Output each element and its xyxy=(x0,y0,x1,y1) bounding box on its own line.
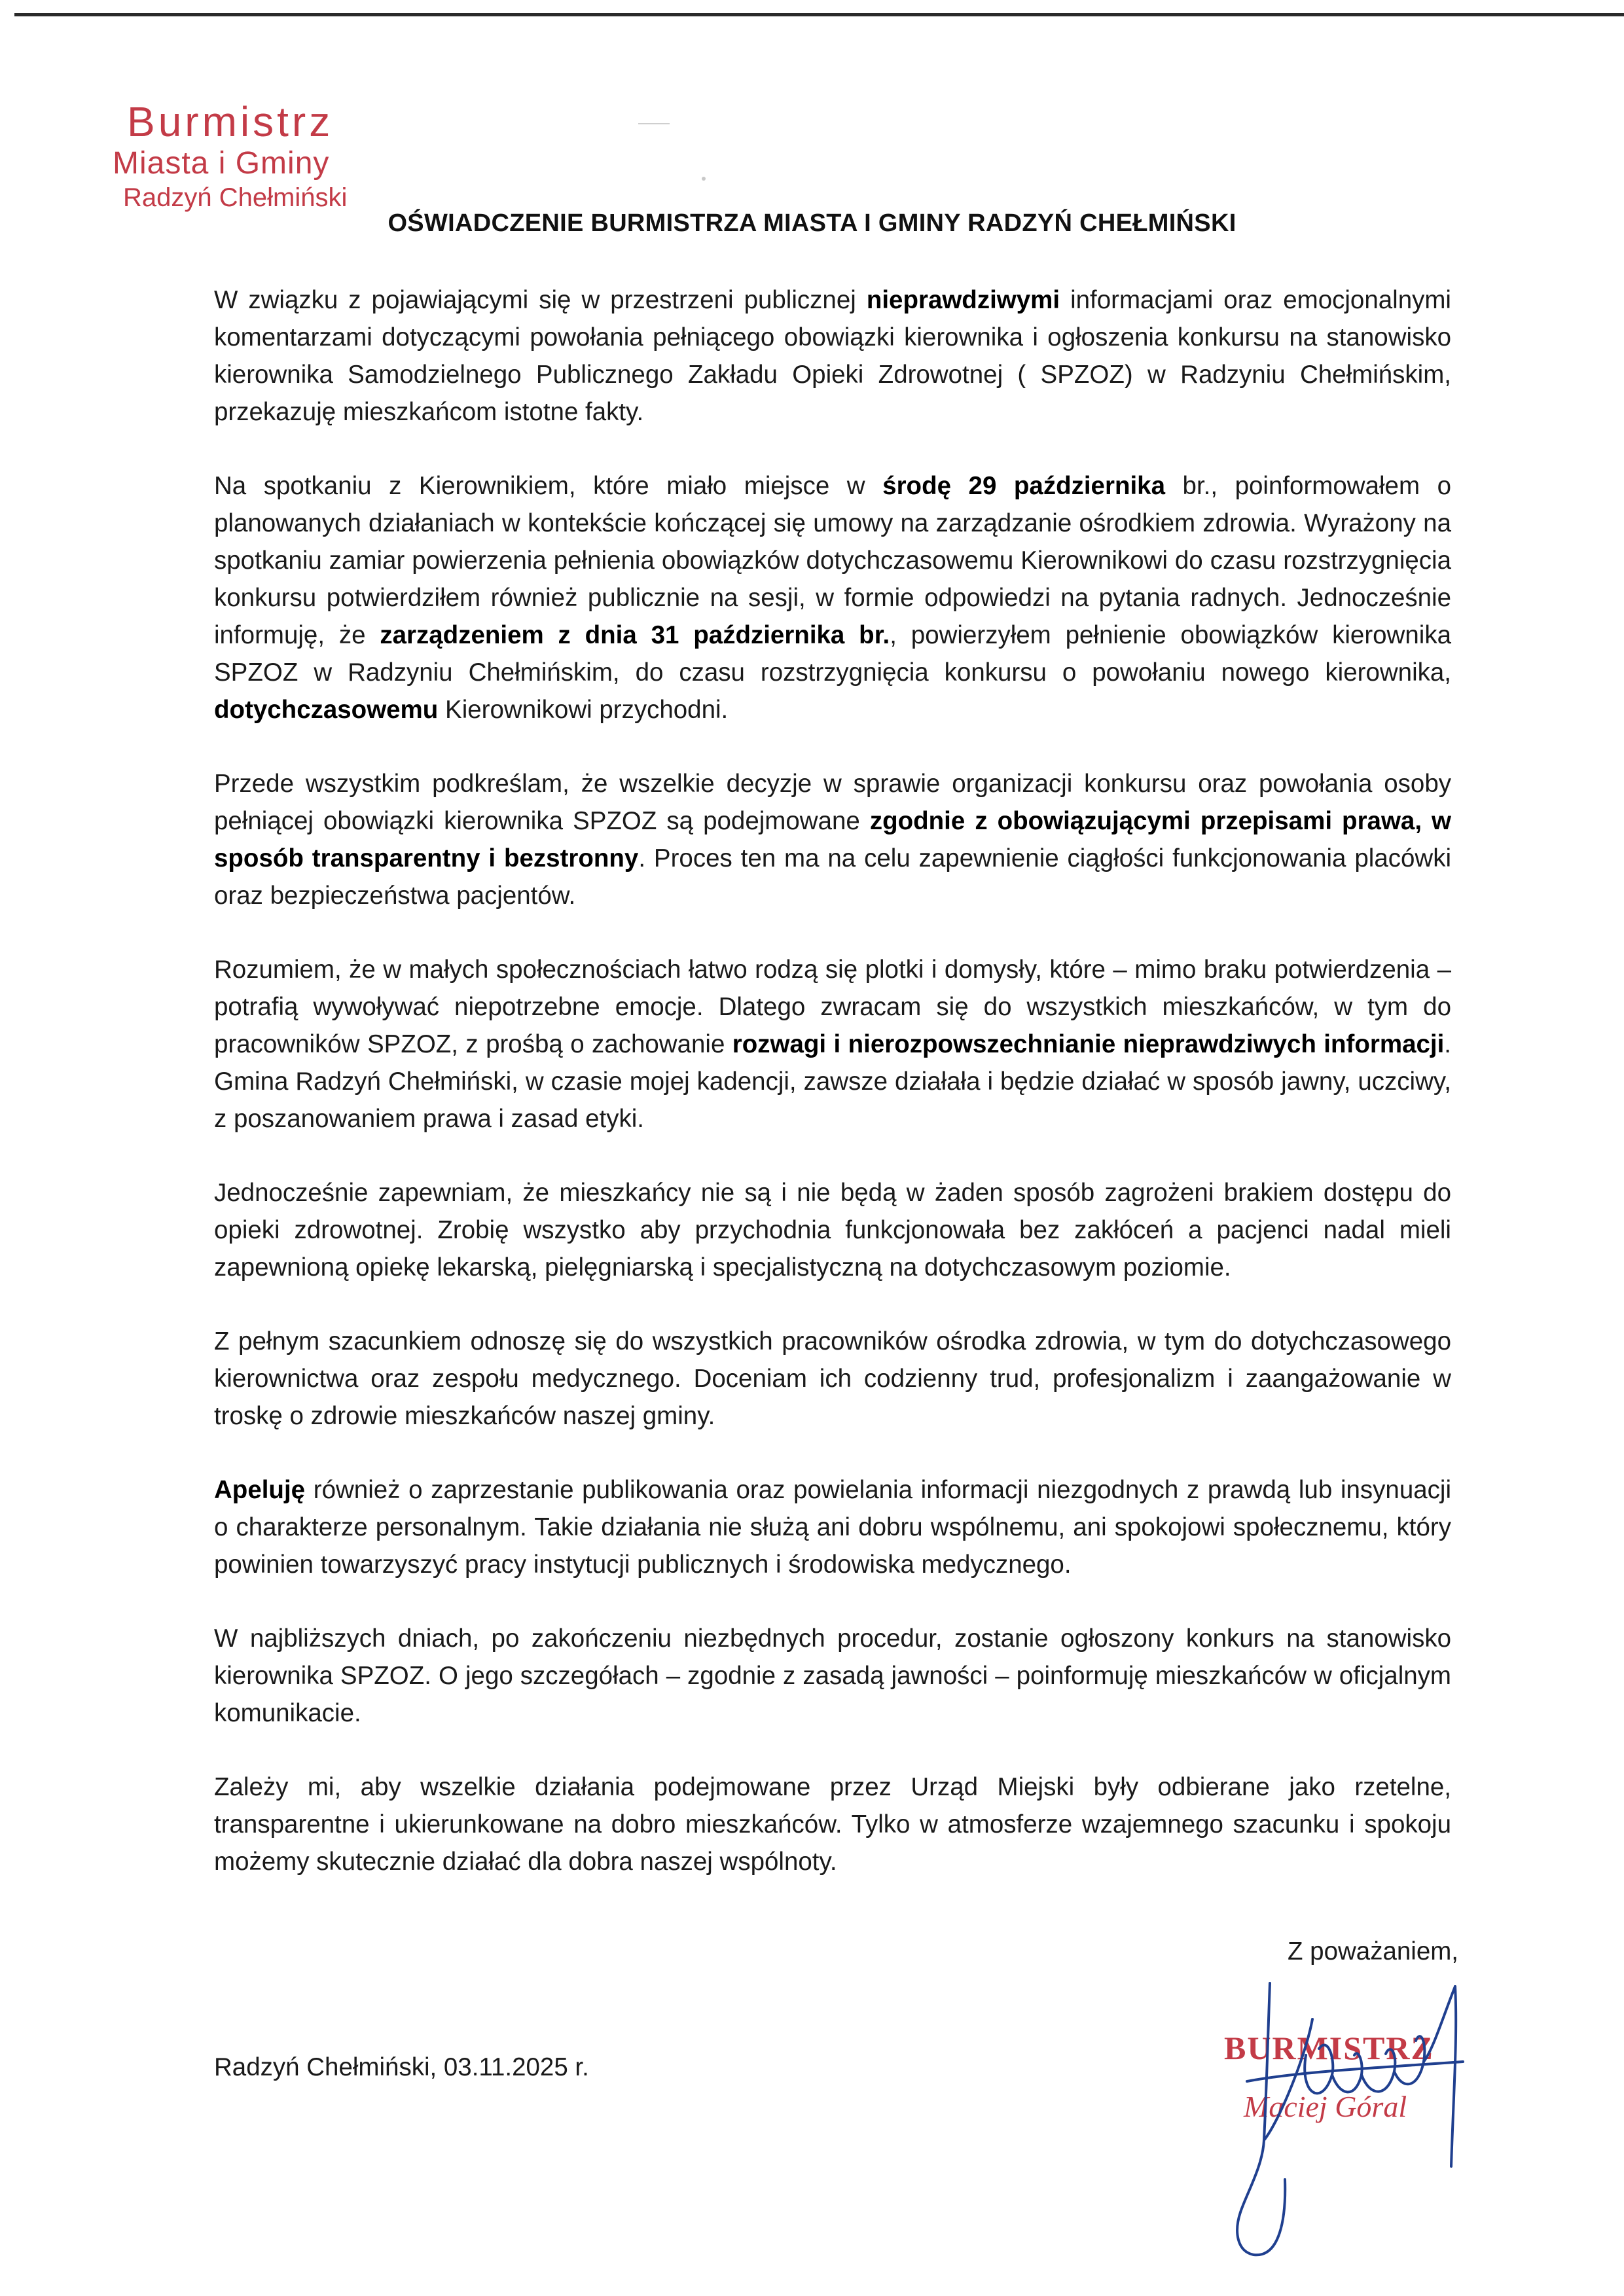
top-border-line xyxy=(14,13,1624,16)
scan-artifact xyxy=(638,123,670,124)
mayor-logo xyxy=(113,98,348,213)
text: również o zaprzestanie publikowania oraz powielania informacji niezgodnych z prawdą lub insynuacji o charakterze personalnym. Takie działania nie służą ani dobru wspólnemu, ani spokojowi społecznemu, który powinien towarzyszyć pracy instytucji publicznych i środowiska medycznego. xyxy=(214,1476,1451,1579)
bold-text: zgodnie z obowiązującymi przepisami prawa, w sposób transparentny i bezstronny xyxy=(214,807,1451,872)
handwritten-signature xyxy=(1208,1957,1483,2271)
text: W związku z pojawiającymi się w przestrzeni publicznej xyxy=(214,286,867,314)
bold-text: Apeluję xyxy=(214,1476,306,1504)
paragraph-9: Zależy mi, aby wszelkie działania podejmowane przez Urząd Miejski były odbierane jako rzetelne, transparentne i ukierunkowane na dobro mieszkańców. Tylko w atmosferze wzajemnego szacunku i spokoju możemy skutecznie działać dla dobra naszej wspólnoty. xyxy=(214,1773,1451,1876)
closing-salutation: Z poważaniem, xyxy=(1287,1937,1458,1965)
document-title: OŚWIADCZENIE BURMISTRZA MIASTA I GMINY RADZYŃ CHEŁMIŃSKI xyxy=(388,209,1236,237)
place-and-date: Radzyń Chełmiński, 03.11.2025 r. xyxy=(214,2053,589,2081)
paragraph-7 xyxy=(214,1471,1451,1583)
scan-artifact xyxy=(702,177,706,181)
paragraph-3 xyxy=(214,765,1451,914)
text: Przede wszystkim podkreślam, że wszelkie decyzje w sprawie organizacji konkursu oraz powołania osoby pełniącej obowiązki kierownika SPZOZ są podejmowane xyxy=(214,770,1451,835)
text: , powierzyłem pełnienie obowiązków kierownika SPZOZ w Radzyniu Chełmińskim, do czasu rozstrzygnięcia konkursu o powołaniu nowego kierownika, xyxy=(214,621,1451,687)
text: . Proces ten ma na celu zapewnienie ciągłości funkcjonowania placówki oraz bezpieczeństwa pacjentów. xyxy=(214,844,1451,910)
text: Kierownikowi przychodni. xyxy=(438,696,729,724)
bold-text: zarządzeniem z dnia 31 października br. xyxy=(380,621,890,649)
text: br., poinformowałem o planowanych działaniach w kontekście kończącej się umowy na zarządzanie ośrodkiem zdrowia. Wyrażony na spotkaniu zamiar powierzenia pełnienia obowiązków dotychczasowemu Kierownikowi do czasu rozstrzygnięcia konkursu potwierdziłem również publicznie na sesji, w formie odpowiedzi na pytania radnych. Jednocześnie informuję, że xyxy=(214,472,1451,649)
bold-text: dotychczasowemu xyxy=(214,696,439,724)
text: . Gmina Radzyń Chełmiński, w czasie mojej kadencji, zawsze działała i będzie działać w sposób jawny, uczciwy, z poszanowaniem prawa i zasad etyki. xyxy=(214,1030,1451,1133)
stamp-name: Maciej Góral xyxy=(1244,2090,1407,2123)
paragraph-6: Z pełnym szacunkiem odnoszę się do wszystkich pracowników ośrodka zdrowia, w tym do dotychczasowego kierownictwa oraz zespołu medycznego. Doceniam ich codzienny trud, profesjonalizm i zaangażowanie w troskę o zdrowie mieszkańców naszej gminy. xyxy=(214,1327,1451,1430)
text: Rozumiem, że w małych społecznościach łatwo rodzą się plotki i domysły, które – mimo braku potwierdzenia – potrafią wywoływać niepotrzebne emocje. Dlatego zwracam się do wszystkich mieszkańców, w tym do pracowników SPZOZ, z prośbą o zachowanie xyxy=(214,956,1451,1058)
text: informacjami oraz emocjonalnymi komentarzami dotyczącymi powołania pełniącego obowiązki kierownika i ogłoszenia konkursu na stanowisko kierownika Samodzielnego Publicznego Zakładu Opieki Zdrowotnej ( SPZOZ) w Radzyniu Chełmińskim, przekazuję mieszkańcom istotne fakty. xyxy=(214,286,1451,426)
paragraph-2 xyxy=(214,467,1451,728)
statement-body xyxy=(214,281,1451,1880)
paragraph-1 xyxy=(214,281,1451,431)
paragraph-5: Jednocześnie zapewniam, że mieszkańcy nie są i nie będą w żaden sposób zagrożeni brakiem dostępu do opieki zdrowotnej. Zrobię wszystko aby przychodnia funkcjonowała bez zakłóceń a pacjenci nadal mieli zapewnioną opiekę lekarską, pielęgniarską i specjalistyczną na dotychczasowym poziomie. xyxy=(214,1179,1451,1282)
paragraph-4 xyxy=(214,951,1451,1138)
stamp-title: BURMISTRZ xyxy=(1224,2030,1434,2066)
paragraph-8: W najbliższych dniach, po zakończeniu niezbędnych procedur, zostanie ogłoszony konkurs na stanowisko kierownika SPZOZ. O jego szczegółach – zgodnie z zasadą jawności – poinformuję mieszkańców w oficjalnym komunikacie. xyxy=(214,1624,1451,1727)
bold-text: nieprawdziwymi xyxy=(866,286,1060,314)
text: Na spotkaniu z Kierownikiem, które miało miejsce w xyxy=(214,472,883,500)
bold-text: środę 29 października xyxy=(882,472,1165,500)
logo-line-radzyn: Radzyń Chełmiński xyxy=(123,183,348,212)
bold-text: rozwagi i nierozpowszechnianie nieprawdziwych informacji xyxy=(732,1030,1445,1058)
logo-line-burmistrz: Burmistrz xyxy=(127,98,334,145)
logo-line-miasta-i-gminy: Miasta i Gminy xyxy=(113,146,330,181)
